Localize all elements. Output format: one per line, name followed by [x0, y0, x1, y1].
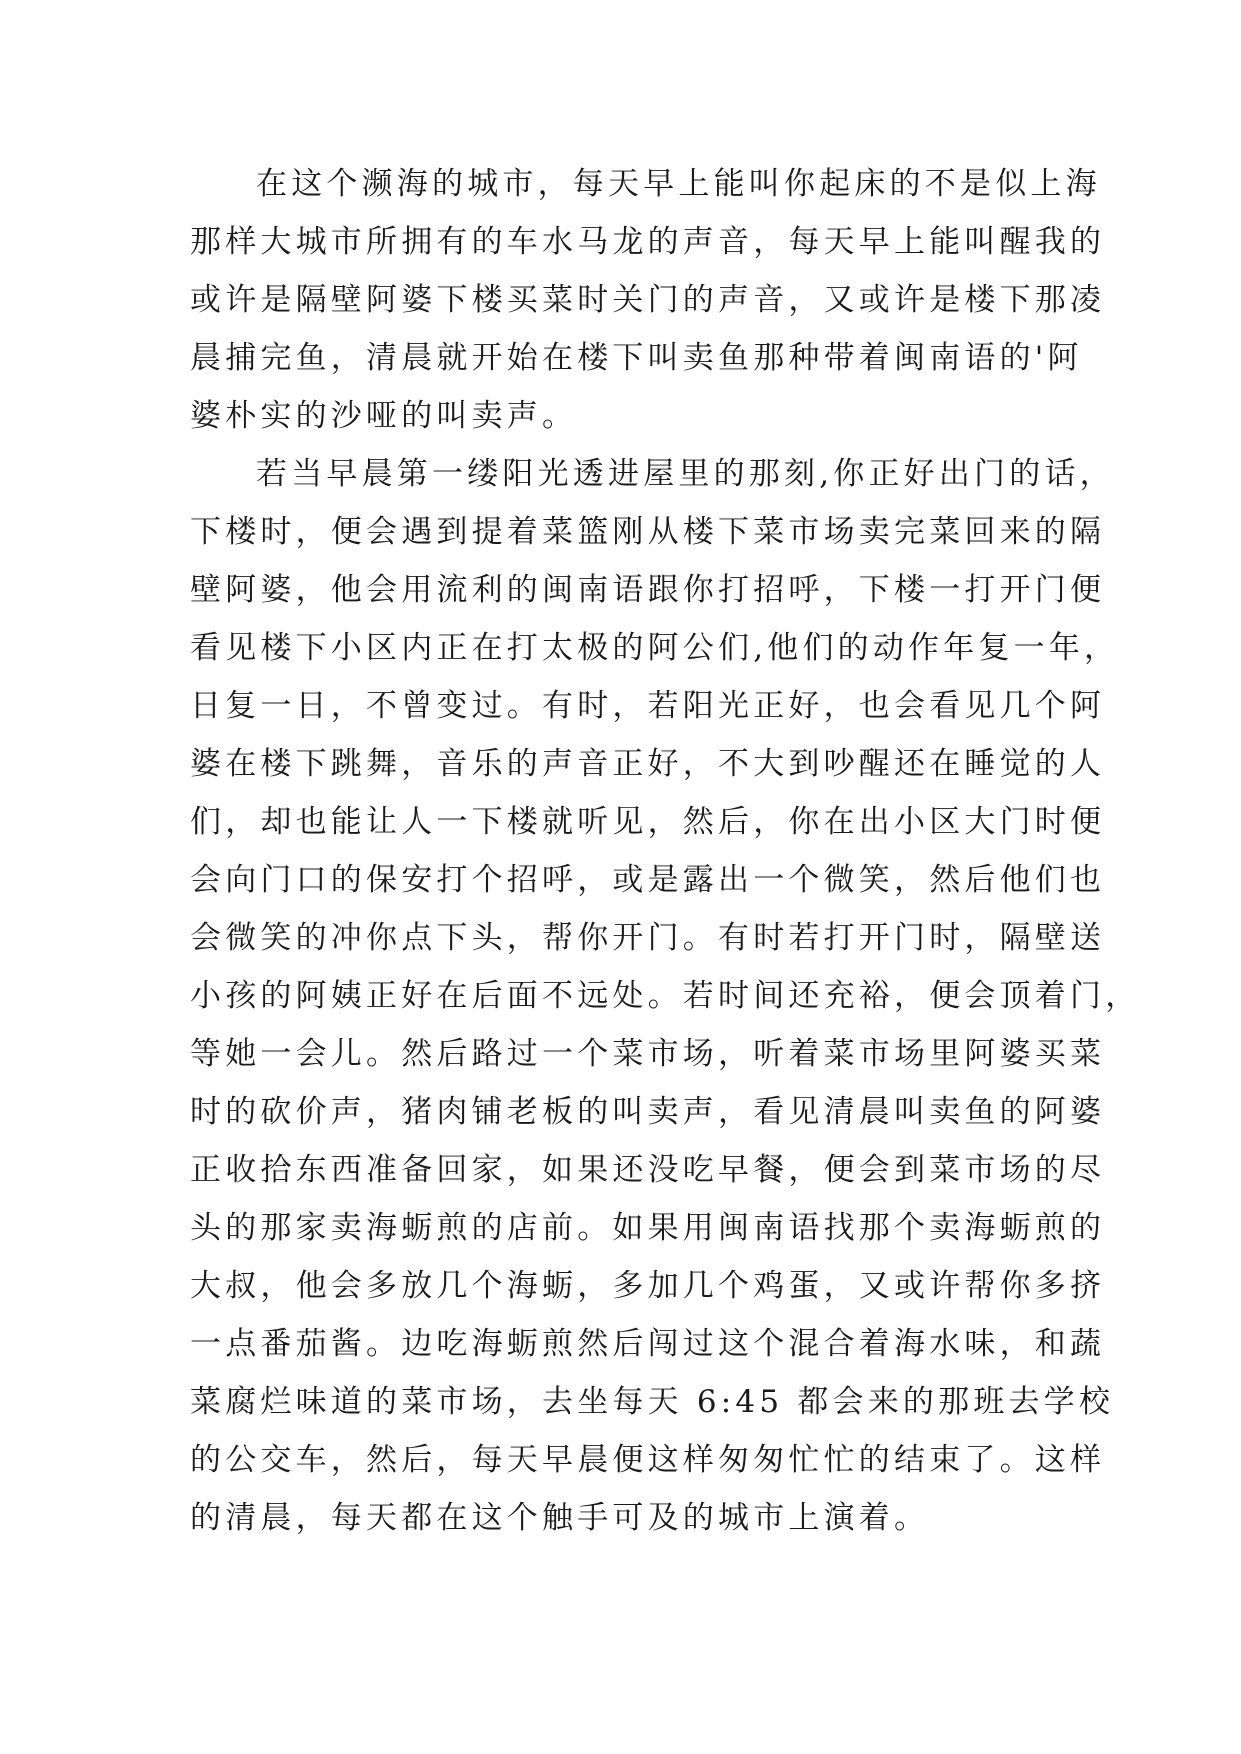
paragraph-line: 时的砍价声，猪肉铺老板的叫卖声，看见清晨叫卖鱼的阿婆	[190, 1094, 1106, 1130]
paragraph-1	[190, 155, 1106, 445]
paragraph-line: 壁阿婆，他会用流利的闽南语跟你打招呼，下楼一打开门便	[190, 572, 1106, 608]
paragraph-line: 一点番茄酱。边吃海蛎煎然后闯过这个混合着海水味，和蔬	[190, 1326, 1106, 1362]
paragraph-line: 日复一日，不曾变过。有时，若阳光正好，也会看见几个阿	[190, 688, 1106, 724]
paragraph-line: 婆在楼下跳舞，音乐的声音正好，不大到吵醒还在睡觉的人	[190, 746, 1106, 782]
paragraph-line: 若当早晨第一缕阳光透进屋里的那刻,你正好出门的话，	[256, 456, 1115, 492]
paragraph-line: 们，却也能让人一下楼就听见，然后，你在出小区大门时便	[190, 804, 1106, 840]
paragraph-line: 婆朴实的沙哑的叫卖声。	[190, 398, 578, 434]
paragraph-line: 在这个濒海的城市，每天早上能叫你起床的不是似上海	[256, 166, 1101, 202]
paragraph-line: 会微笑的冲你点下头，帮你开门。有时若打开门时，隔壁送	[190, 920, 1106, 956]
paragraph-line: 那样大城市所拥有的车水马龙的声音，每天早上能叫醒我的	[190, 224, 1106, 260]
paragraph-line: 正收拾东西准备回家，如果还没吃早餐，便会到菜市场的尽	[190, 1152, 1106, 1188]
paragraph-line: 看见楼下小区内正在打太极的阿公们,他们的动作年复一年，	[190, 630, 1120, 666]
paragraph-line: 头的那家卖海蛎煎的店前。如果用闽南语找那个卖海蛎煎的	[190, 1210, 1106, 1246]
document-body	[190, 155, 1141, 1547]
paragraph-line: 会向门口的保安打个招呼，或是露出一个微笑，然后他们也	[190, 862, 1106, 898]
paragraph-line: 菜腐烂味道的菜市场，去坐每天 6:45 都会来的那班去学校	[190, 1384, 1115, 1420]
paragraph-line: 或许是隔壁阿婆下楼买菜时关门的声音，又或许是楼下那凌	[190, 282, 1106, 318]
paragraph-line: 晨捕完鱼，清晨就开始在楼下叫卖鱼那种带着闽南语的'阿	[190, 340, 1083, 376]
paragraph-line: 下楼时，便会遇到提着菜篮刚从楼下菜市场卖完菜回来的隔	[190, 514, 1106, 550]
paragraph-line: 的清晨，每天都在这个触手可及的城市上演着。	[190, 1500, 930, 1536]
paragraph-line: 大叔，他会多放几个海蛎，多加几个鸡蛋，又或许帮你多挤	[190, 1268, 1106, 1304]
paragraph-line: 等她一会儿。然后路过一个菜市场，听着菜市场里阿婆买菜	[190, 1036, 1106, 1072]
paragraph-line: 小孩的阿姨正好在后面不远处。若时间还充裕，便会顶着门，	[190, 978, 1141, 1014]
paragraph-2	[190, 445, 1141, 1547]
paragraph-line: 的公交车，然后，每天早晨便这样匆匆忙忙的结束了。这样	[190, 1442, 1106, 1478]
